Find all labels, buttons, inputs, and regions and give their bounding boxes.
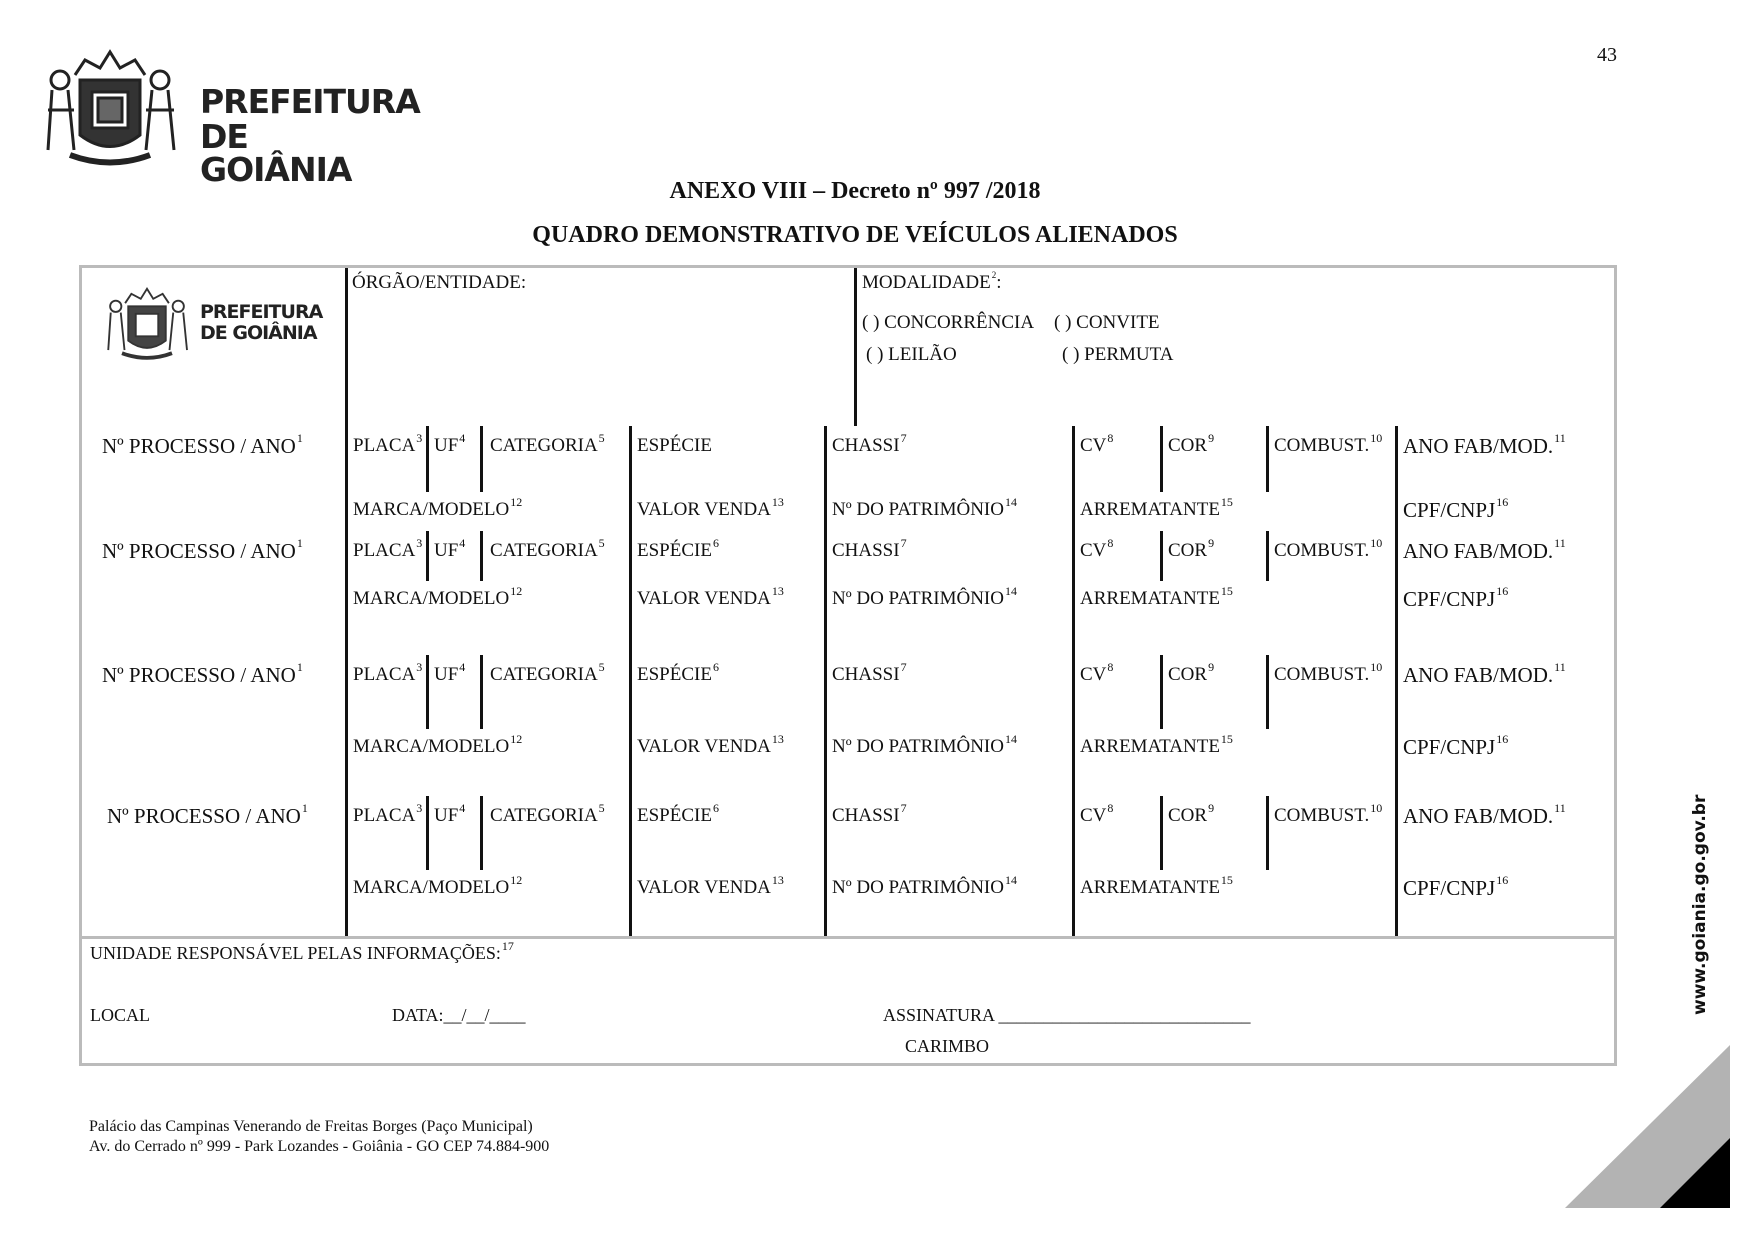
divider <box>480 796 483 870</box>
footnote-ref: 11 <box>1554 431 1566 445</box>
divider <box>1395 796 1398 936</box>
processo-ano-field-label: Nº PROCESSO / ANO <box>102 663 296 687</box>
especie-field-label: ESPÉCIE <box>637 540 712 561</box>
option-convite[interactable] <box>1054 313 1160 332</box>
processo-ano-field[interactable] <box>102 536 303 563</box>
processo-ano-field-label: Nº PROCESSO / ANO <box>102 539 296 563</box>
placa-field-label: PLACA <box>353 435 416 456</box>
combustivel-field[interactable] <box>1274 431 1383 456</box>
especie-field[interactable] <box>637 801 719 826</box>
marca-modelo-field[interactable] <box>353 495 523 520</box>
ano-fab-mod-field[interactable] <box>1403 801 1566 828</box>
patrimonio-field[interactable] <box>832 732 1017 757</box>
valor-venda-field[interactable] <box>637 732 784 757</box>
cor-field-label: COR <box>1168 805 1208 826</box>
footnote-ref: 16 <box>1496 584 1509 598</box>
cor-field[interactable] <box>1168 660 1215 685</box>
brand-line-1: PREFEITURA <box>200 82 420 121</box>
patrimonio-field-label: Nº DO PATRIMÔNIO <box>832 588 1004 609</box>
uf-field[interactable] <box>434 431 466 456</box>
divider <box>824 796 827 936</box>
footnote-ref: 15 <box>1220 732 1233 746</box>
especie-field[interactable] <box>637 436 713 455</box>
patrimonio-field[interactable] <box>832 584 1017 609</box>
option-permuta[interactable] <box>1062 345 1173 364</box>
divider <box>426 796 429 870</box>
divider <box>1395 531 1398 655</box>
website-url <box>1690 794 1720 1015</box>
divider <box>345 655 348 796</box>
placa-field[interactable] <box>353 536 423 561</box>
divider <box>480 426 483 492</box>
cor-field[interactable] <box>1168 801 1215 826</box>
divider <box>629 426 632 531</box>
processo-ano-field-label: Nº PROCESSO / ANO <box>107 804 301 828</box>
patrimonio-field[interactable] <box>832 873 1017 898</box>
especie-field-label: ESPÉCIE <box>637 435 712 456</box>
unidade-label: UNIDADE RESPONSÁVEL PELAS INFORMAÇÕES: <box>90 943 501 963</box>
footnote-ref: 3 <box>416 431 423 445</box>
placa-field[interactable] <box>353 801 423 826</box>
divider <box>82 936 1614 939</box>
option-label: LEILÃO <box>888 344 957 365</box>
footnote-ref: 9 <box>1208 536 1215 550</box>
footnote-ref: 1 <box>301 801 308 815</box>
ano-fab-mod-field-label: ANO FAB/MOD. <box>1403 539 1554 563</box>
footnote-ref: 3 <box>416 801 423 815</box>
categoria-field-label: CATEGORIA <box>490 805 598 826</box>
cpf-cnpj-field[interactable] <box>1403 873 1509 900</box>
divider <box>1072 655 1075 796</box>
assinatura-field[interactable]: ASSINATURA ____________________________ <box>883 1005 1251 1025</box>
footnote-ref: 12 <box>510 732 523 746</box>
footnote-ref: 9 <box>1208 660 1215 674</box>
divider <box>1395 655 1398 796</box>
vehicle-form-table <box>79 265 1617 1066</box>
footnote-ref: 1 <box>296 431 303 445</box>
footnote-ref: 8 <box>1107 801 1114 815</box>
ano-fab-mod-field-label: ANO FAB/MOD. <box>1403 804 1554 828</box>
divider <box>629 655 632 796</box>
footnote-ref: 10 <box>1370 660 1383 674</box>
corner-decoration-icon <box>1555 1040 1735 1220</box>
cpf-cnpj-field[interactable] <box>1403 495 1509 522</box>
form-title: QUADRO DEMONSTRATIVO DE VEÍCULOS ALIENADOS <box>532 222 1178 248</box>
footnote-ref: 17 <box>501 939 514 953</box>
footnote-ref: 10 <box>1370 536 1383 550</box>
placa-field[interactable] <box>353 660 423 685</box>
footnote-ref: 9 <box>1208 801 1215 815</box>
divider <box>345 426 348 531</box>
modalidade-label <box>862 270 1002 293</box>
chassi-field[interactable] <box>832 431 907 456</box>
footnote-ref: 11 <box>1554 660 1566 674</box>
uf-field[interactable] <box>434 801 466 826</box>
divider <box>854 268 857 426</box>
processo-ano-field-label: Nº PROCESSO / ANO <box>102 434 296 458</box>
arrematante-field-label: ARREMATANTE <box>1080 877 1220 898</box>
patrimonio-field-label: Nº DO PATRIMÔNIO <box>832 736 1004 757</box>
local-field[interactable]: LOCAL <box>90 1005 150 1025</box>
placa-field[interactable] <box>353 431 423 456</box>
divider <box>824 426 827 531</box>
chassi-field-label: CHASSI <box>832 805 900 826</box>
coat-of-arms-icon <box>30 40 190 175</box>
cv-field-label: CV <box>1080 664 1107 685</box>
footnote-ref: 8 <box>1107 431 1114 445</box>
footnote-ref: 12 <box>510 495 523 509</box>
footnote-ref: 9 <box>1208 431 1215 445</box>
divider <box>824 655 827 796</box>
page-number: 43 <box>1597 44 1617 66</box>
footnote-ref: 14 <box>1004 495 1017 509</box>
combustivel-field-label: COMBUST. <box>1274 664 1370 685</box>
footnote-ref: 6 <box>712 660 719 674</box>
footnote-ref: 11 <box>1554 801 1566 815</box>
footnote-ref: 1 <box>296 536 303 550</box>
colon: : <box>996 272 1002 293</box>
divider <box>1072 796 1075 936</box>
divider <box>1266 796 1269 870</box>
footnote-ref: 13 <box>771 873 784 887</box>
processo-ano-field[interactable] <box>102 431 303 458</box>
chassi-field[interactable] <box>832 801 907 826</box>
uf-field-label: UF <box>434 664 459 685</box>
divider <box>1266 531 1269 581</box>
footnote-ref: 7 <box>900 536 907 550</box>
divider <box>345 531 348 655</box>
arrematante-field[interactable] <box>1080 495 1233 520</box>
brand-line-2: DE GOIÂNIA <box>200 117 352 189</box>
footnote-ref: 8 <box>1107 536 1114 550</box>
valor-venda-field-label: VALOR VENDA <box>637 736 771 757</box>
uf-field-label: UF <box>434 805 459 826</box>
marca-modelo-field[interactable] <box>353 584 523 609</box>
footnote-ref: 13 <box>771 584 784 598</box>
ano-fab-mod-field[interactable] <box>1403 660 1566 687</box>
patrimonio-field[interactable] <box>832 495 1017 520</box>
cv-field-label: CV <box>1080 540 1107 561</box>
categoria-field-label: CATEGORIA <box>490 540 598 561</box>
combustivel-field[interactable] <box>1274 660 1383 685</box>
cor-field-label: COR <box>1168 664 1208 685</box>
chassi-field-label: CHASSI <box>832 664 900 685</box>
option-concorrencia[interactable] <box>862 313 1034 332</box>
divider <box>1072 426 1075 531</box>
footer-address <box>89 1117 549 1157</box>
valor-venda-field-label: VALOR VENDA <box>637 877 771 898</box>
valor-venda-field[interactable] <box>637 873 784 898</box>
footnote-ref: 11 <box>1554 536 1566 550</box>
divider <box>1395 426 1398 531</box>
option-label: CONVITE <box>1076 312 1160 333</box>
categoria-field[interactable] <box>490 536 605 561</box>
marca-modelo-field[interactable] <box>353 873 523 898</box>
checkbox[interactable]: ( ) <box>866 344 884 365</box>
footnote-ref: 12 <box>510 584 523 598</box>
footnote-ref: 5 <box>598 536 605 550</box>
option-label: PERMUTA <box>1084 344 1174 365</box>
divider <box>426 426 429 492</box>
footnote-ref: 15 <box>1220 584 1233 598</box>
uf-field[interactable] <box>434 660 466 685</box>
option-leilao[interactable] <box>866 345 957 364</box>
footnote-ref: 4 <box>459 431 466 445</box>
footnote-ref: 16 <box>1496 732 1509 746</box>
especie-field[interactable] <box>637 660 719 685</box>
uf-field[interactable] <box>434 536 466 561</box>
combustivel-field[interactable] <box>1274 801 1383 826</box>
chassi-field-label: CHASSI <box>832 435 900 456</box>
cor-field-label: COR <box>1168 435 1208 456</box>
categoria-field-label: CATEGORIA <box>490 435 598 456</box>
arrematante-field[interactable] <box>1080 732 1233 757</box>
valor-venda-field-label: VALOR VENDA <box>637 588 771 609</box>
website-text: www.goiania.go.gov.br <box>1690 794 1710 1015</box>
categoria-field-label: CATEGORIA <box>490 664 598 685</box>
arrematante-field-label: ARREMATANTE <box>1080 588 1220 609</box>
placa-field-label: PLACA <box>353 664 416 685</box>
cpf-cnpj-field-label: CPF/CNPJ <box>1403 498 1496 522</box>
especie-field[interactable] <box>637 536 719 561</box>
divider <box>1266 655 1269 729</box>
cv-field[interactable] <box>1080 660 1114 685</box>
chassi-field[interactable] <box>832 660 907 685</box>
divider <box>1160 655 1163 729</box>
combustivel-field-label: COMBUST. <box>1274 540 1370 561</box>
footnote-ref: 6 <box>712 801 719 815</box>
categoria-field[interactable] <box>490 660 605 685</box>
ano-fab-mod-field-label: ANO FAB/MOD. <box>1403 434 1554 458</box>
arrematante-field-label: ARREMATANTE <box>1080 736 1220 757</box>
checkbox[interactable]: ( ) <box>1054 312 1072 333</box>
divider <box>345 796 348 936</box>
combustivel-field-label: COMBUST. <box>1274 805 1370 826</box>
unidade-responsavel-field[interactable] <box>90 939 514 963</box>
footnote-ref: 8 <box>1107 660 1114 674</box>
footnote-ref: 10 <box>1370 801 1383 815</box>
table-brand-line-2: DE GOIÂNIA <box>200 322 317 344</box>
cor-field[interactable] <box>1168 431 1215 456</box>
marca-modelo-field-label: MARCA/MODELO <box>353 588 510 609</box>
annex-title: ANEXO VIII – Decreto nº 997 /2018 <box>669 178 1041 204</box>
marca-modelo-field-label: MARCA/MODELO <box>353 499 510 520</box>
chassi-field-label: CHASSI <box>832 540 900 561</box>
footnote-ref: 7 <box>900 431 907 445</box>
cpf-cnpj-field-label: CPF/CNPJ <box>1403 735 1496 759</box>
marca-modelo-field-label: MARCA/MODELO <box>353 736 510 757</box>
valor-venda-field[interactable] <box>637 584 784 609</box>
divider <box>1072 531 1075 655</box>
arrematante-field[interactable] <box>1080 584 1233 609</box>
footnote-ref: 12 <box>510 873 523 887</box>
divider <box>629 531 632 655</box>
combustivel-field-label: COMBUST. <box>1274 435 1370 456</box>
categoria-field[interactable] <box>490 801 605 826</box>
carimbo-label: CARIMBO <box>905 1036 990 1056</box>
table-brand-line-1: PREFEITURA <box>200 301 323 323</box>
combustivel-field[interactable] <box>1274 536 1383 561</box>
cv-field-label: CV <box>1080 805 1107 826</box>
option-label: CONCORRÊNCIA <box>884 312 1035 333</box>
chassi-field[interactable] <box>832 536 907 561</box>
cv-field[interactable] <box>1080 431 1114 456</box>
prefeitura-logo <box>30 40 420 189</box>
categoria-field[interactable] <box>490 431 605 456</box>
divider <box>480 531 483 581</box>
footnote-ref: 13 <box>771 732 784 746</box>
modalidade-text: MODALIDADE <box>862 272 991 293</box>
patrimonio-field-label: Nº DO PATRIMÔNIO <box>832 499 1004 520</box>
divider <box>480 655 483 729</box>
ano-fab-mod-field[interactable] <box>1403 431 1566 458</box>
cv-field-label: CV <box>1080 435 1107 456</box>
uf-field-label: UF <box>434 435 459 456</box>
footnote-ref: 16 <box>1496 495 1509 509</box>
cpf-cnpj-field[interactable] <box>1403 584 1509 611</box>
footnote-ref: 5 <box>598 660 605 674</box>
orgao-entidade-field[interactable]: ÓRGÃO/ENTIDADE: <box>352 272 527 293</box>
cpf-cnpj-field-label: CPF/CNPJ <box>1403 876 1496 900</box>
processo-ano-field[interactable] <box>107 801 308 828</box>
footnote-ref: 14 <box>1004 873 1017 887</box>
divider <box>426 531 429 581</box>
divider <box>1160 531 1163 581</box>
data-field[interactable]: DATA:__/__/____ <box>392 1005 526 1025</box>
footnote-ref: 13 <box>771 495 784 509</box>
footer-line-1: Palácio das Campinas Venerando de Freitas Borges (Paço Municipal) <box>89 1118 533 1135</box>
cv-field[interactable] <box>1080 801 1114 826</box>
footnote-ref: 14 <box>1004 732 1017 746</box>
footnote-ref: 10 <box>1370 431 1383 445</box>
footnote-ref: 4 <box>459 801 466 815</box>
divider <box>1266 426 1269 492</box>
placa-field-label: PLACA <box>353 540 416 561</box>
footnote-ref: 2 <box>991 270 997 280</box>
cor-field[interactable] <box>1168 536 1215 561</box>
cpf-cnpj-field-label: CPF/CNPJ <box>1403 587 1496 611</box>
especie-field-label: ESPÉCIE <box>637 805 712 826</box>
footnote-ref: 5 <box>598 431 605 445</box>
marca-modelo-field[interactable] <box>353 732 523 757</box>
marca-modelo-field-label: MARCA/MODELO <box>353 877 510 898</box>
divider <box>824 531 827 655</box>
divider <box>426 655 429 729</box>
ano-fab-mod-field[interactable] <box>1403 536 1566 563</box>
footnote-ref: 7 <box>900 801 907 815</box>
footnote-ref: 4 <box>459 536 466 550</box>
checkbox[interactable]: ( ) <box>862 312 880 333</box>
footnote-ref: 1 <box>296 660 303 674</box>
placa-field-label: PLACA <box>353 805 416 826</box>
ano-fab-mod-field-label: ANO FAB/MOD. <box>1403 663 1554 687</box>
patrimonio-field-label: Nº DO PATRIMÔNIO <box>832 877 1004 898</box>
checkbox[interactable]: ( ) <box>1062 344 1080 365</box>
cpf-cnpj-field[interactable] <box>1403 732 1509 759</box>
coat-of-arms-icon <box>97 276 197 371</box>
divider <box>1160 426 1163 492</box>
footnote-ref: 7 <box>900 660 907 674</box>
arrematante-field[interactable] <box>1080 873 1233 898</box>
footnote-ref: 6 <box>712 536 719 550</box>
uf-field-label: UF <box>434 540 459 561</box>
especie-field-label: ESPÉCIE <box>637 664 712 685</box>
valor-venda-field[interactable] <box>637 495 784 520</box>
divider <box>629 796 632 936</box>
footnote-ref: 3 <box>416 536 423 550</box>
footnote-ref: 14 <box>1004 584 1017 598</box>
cv-field[interactable] <box>1080 536 1114 561</box>
footnote-ref: 16 <box>1496 873 1509 887</box>
divider <box>1160 796 1163 870</box>
footnote-ref: 15 <box>1220 495 1233 509</box>
valor-venda-field-label: VALOR VENDA <box>637 499 771 520</box>
footnote-ref: 4 <box>459 660 466 674</box>
table-logo <box>97 276 327 371</box>
arrematante-field-label: ARREMATANTE <box>1080 499 1220 520</box>
footer-line-2: Av. do Cerrado nº 999 - Park Lozandes - Goiânia - GO CEP 74.884-900 <box>89 1138 550 1155</box>
processo-ano-field[interactable] <box>102 660 303 687</box>
divider <box>345 268 348 426</box>
footnote-ref: 5 <box>598 801 605 815</box>
cor-field-label: COR <box>1168 540 1208 561</box>
footnote-ref: 15 <box>1220 873 1233 887</box>
footnote-ref: 3 <box>416 660 423 674</box>
